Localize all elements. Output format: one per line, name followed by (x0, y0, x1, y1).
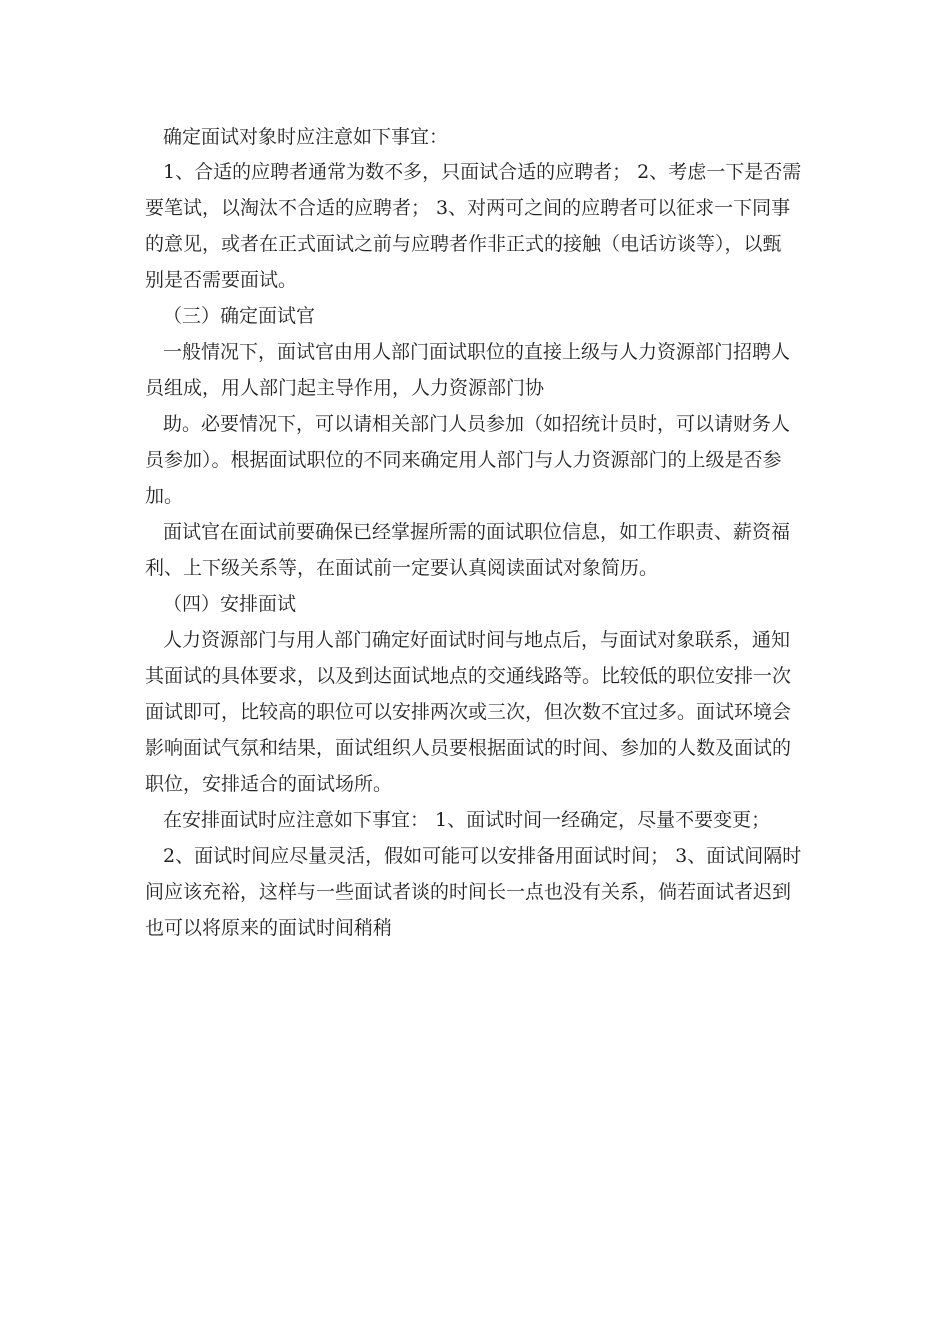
text-line-3: 要笔试，以淘汰不合适的应聘者； 3、对两可之间的应聘者可以征求一下同事 (145, 197, 791, 219)
text-line-5: 别是否需要面试。 (145, 269, 298, 291)
text-line-1: 确定面试对象时应注意如下事宜： (163, 126, 449, 148)
text-line-7: 一般情况下，面试官由用人部门面试职位的直接上级与人力资源部门招聘人 (163, 341, 791, 363)
text-line-2: 1、合适的应聘者通常为数不多，只面试合适的应聘者； 2、考虑一下是否需 (163, 161, 802, 183)
text-line-19: 职位，安排适合的面试场所。 (145, 773, 393, 795)
text-line-4: 的意见，或者在正式面试之前与应聘者作非正式的接触（电话访谈等），以甄 (145, 233, 782, 255)
text-line-16: 其面试的具体要求，以及到达面试地点的交通线路等。比较低的职位安排一次 (145, 665, 792, 687)
text-line-17: 面试即可，比较高的职位可以安排两次或三次，但次数不宜过多。面试环境会 (145, 701, 792, 723)
text-line-14: （四）安排面试 (163, 593, 297, 615)
text-line-12: 面试官在面试前要确保已经掌握所需的面试职位信息，如工作职责、薪资福 (163, 521, 791, 543)
text-line-11: 加。 (145, 485, 184, 507)
text-line-10: 员参加）。根据面试职位的不同来确定用人部门与人力资源部门的上级是否参 (145, 449, 782, 471)
text-line-15: 人力资源部门与用人部门确定好面试时间与地点后，与面试对象联系，通知 (163, 629, 791, 651)
text-line-13: 利、上下级关系等，在面试前一定要认真阅读面试对象简历。 (145, 557, 659, 579)
text-line-8: 员组成，用人部门起主导作用，人力资源部门协 (145, 377, 545, 399)
text-line-21: 2、面试时间应尽量灵活，假如可能可以安排备用面试时间； 3、面试间隔时 (163, 845, 802, 867)
text-line-20: 在安排面试时应注意如下事宜： 1、面试时间一经确定，尽量不要变更； (163, 809, 771, 831)
text-line-6: （三）确定面试官 (163, 305, 316, 327)
text-line-23: 也可以将原来的面试时间稍稍 (145, 917, 393, 939)
text-line-9: 助。必要情况下，可以请相关部门人员参加（如招统计员时，可以请财务人 (163, 413, 791, 435)
text-line-22: 间应该充裕，这样与一些面试者谈的时间长一点也没有关系，倘若面试者迟到 (145, 881, 792, 903)
text-line-18: 影响面试气氛和结果，面试组织人员要根据面试的时间、参加的人数及面试的 (145, 737, 792, 759)
